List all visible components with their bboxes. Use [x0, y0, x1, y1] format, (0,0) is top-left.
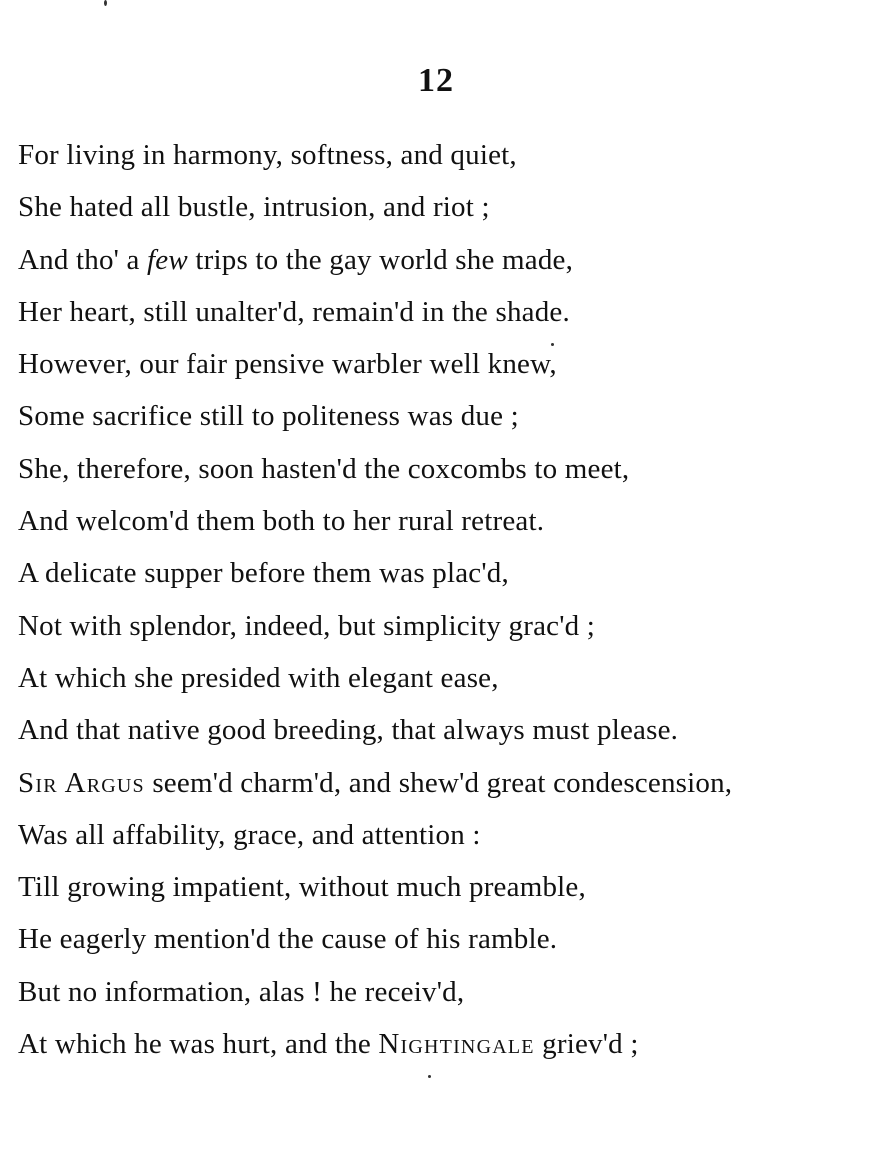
verse-line — [18, 969, 868, 1021]
verse-text: He eagerly mention'd the cause of his ramble. — [18, 923, 558, 956]
verse-text: At which he was hurt, and the — [18, 1028, 379, 1061]
verse-text: griev'd ; — [534, 1028, 639, 1061]
verse-line — [18, 393, 868, 445]
ink-speck — [428, 1075, 431, 1078]
verse-text: A delicate supper before them was plac'd, — [18, 557, 509, 590]
verse-text: Till growing impatient, without much preamble, — [18, 871, 586, 904]
ink-speck — [551, 343, 554, 346]
verse-line — [18, 707, 868, 759]
verse-line — [18, 916, 868, 968]
verse-line — [18, 760, 868, 812]
verse-line — [18, 812, 868, 864]
verse-text: At which she presided with elegant ease, — [18, 661, 499, 694]
verse-text: She, therefore, soon hasten'd the coxcombs to meet, — [18, 452, 630, 485]
verse-text: But no information, alas ! he receiv'd, — [18, 975, 465, 1008]
verse-text: trips to the gay world she made, — [187, 243, 574, 276]
verse-text: Was all affability, grace, and attention : — [18, 818, 481, 851]
verse-line — [18, 289, 868, 341]
verse-text: Not with splendor, indeed, but simplicity grac'd ; — [18, 609, 596, 642]
verse-line — [18, 132, 868, 184]
verse-text: Some sacrifice still to politeness was due ; — [18, 400, 519, 433]
verse-line — [18, 864, 868, 916]
verse-line — [18, 446, 868, 498]
page-number: 12 — [418, 62, 454, 99]
verse-line — [18, 341, 868, 393]
verse-line — [18, 237, 868, 289]
verse-text: And that native good breeding, that always must please. — [18, 714, 679, 747]
ink-speck — [104, 0, 107, 6]
verse-line — [18, 550, 868, 602]
verse-text: And tho' a — [18, 243, 148, 276]
verse-text: For living in harmony, softness, and quiet, — [18, 139, 517, 171]
verse-line — [18, 655, 868, 707]
poem-verse — [18, 132, 868, 1073]
verse-text: However, our fair pensive warbler well knew, — [18, 348, 557, 381]
verse-text: She hated all bustle, intrusion, and riot ; — [18, 191, 490, 224]
verse-text: Her heart, still unalter'd, remain'd in the shade. — [18, 295, 570, 328]
verse-text: seem'd charm'd, and shew'd great condescension, — [144, 766, 733, 799]
verse-small-caps: Nightingale — [378, 1028, 535, 1061]
verse-line — [18, 498, 868, 550]
verse-line — [18, 603, 868, 655]
verse-text: And welcom'd them both to her rural retreat. — [18, 505, 545, 538]
verse-line — [18, 184, 868, 236]
verse-emphasis: few — [147, 243, 188, 276]
verse-small-caps: Sir Argus — [18, 766, 145, 799]
verse-line — [18, 1021, 868, 1073]
